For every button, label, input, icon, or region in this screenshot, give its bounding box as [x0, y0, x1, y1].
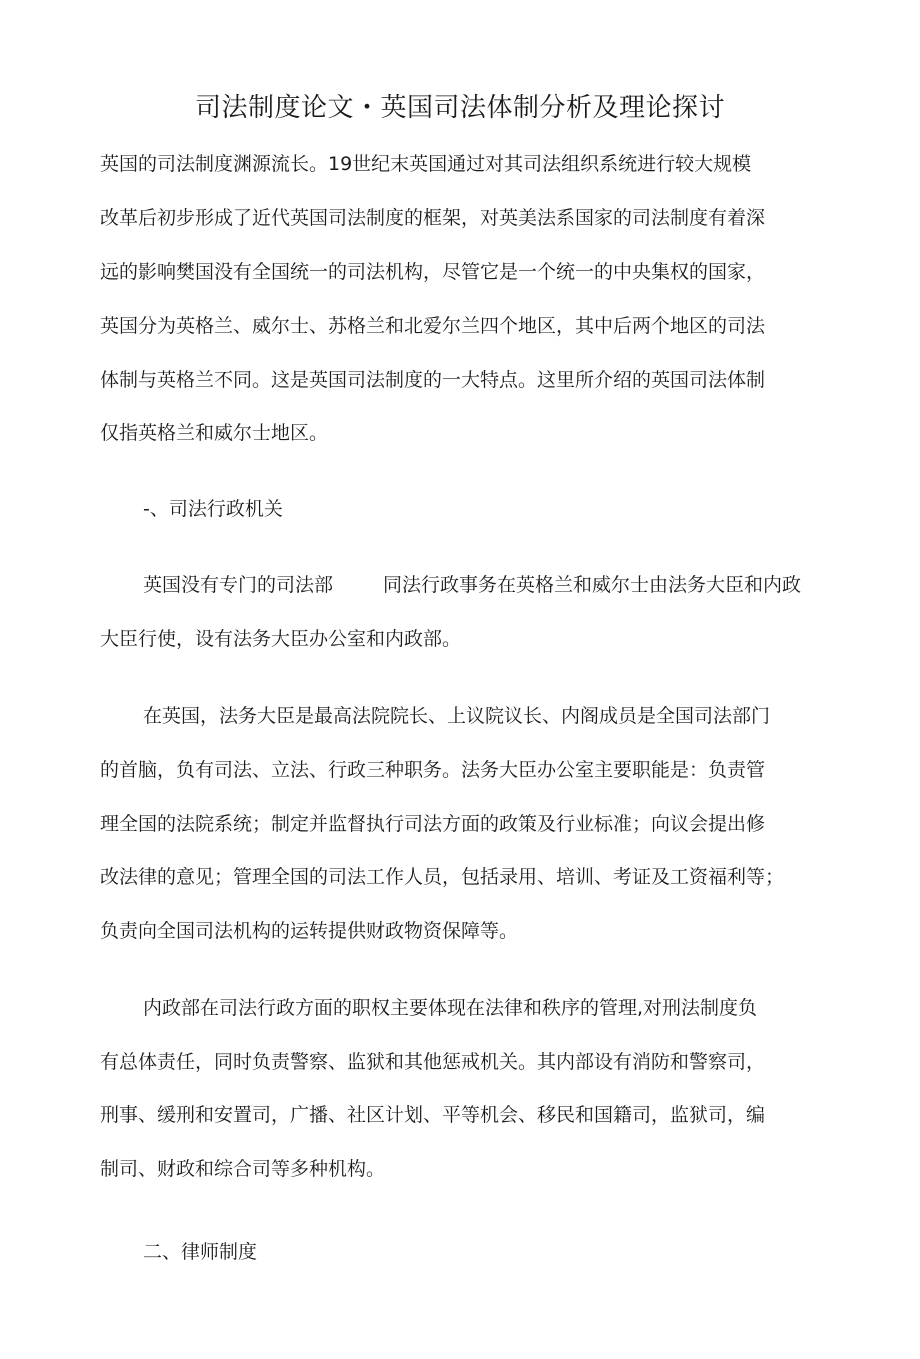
section1-para2-line-4: 改法律的意见；管理全国的司法工作人员，包括录用、培训、考证及工资福利等； — [100, 866, 785, 888]
intro-line-2: 改革后初步形成了近代英国司法制度的框架，对英美法系国家的司法制度有着深 — [100, 207, 766, 229]
section-heading-1: -、司法行政机关 — [143, 498, 283, 520]
section1-para2-line-1: 在英国，法务大臣是最高法院院长、上议院议长、内阁成员是全国司法部门 — [143, 705, 771, 727]
section1-para2-line-2: 的首脑，负有司法、立法、行政三种职务。法务大臣办公室主要职能是：负责管 — [100, 759, 766, 781]
section1-para3-line-3: 刑事、缓刑和安置司，广播、社区计划、平等机会、移民和国籍司，监狱司，编 — [100, 1104, 766, 1126]
section1-para2-line-3: 理全国的法院系统；制定并监督执行司法方面的政策及行业标准；向议会提出修 — [100, 813, 766, 835]
intro-line-6: 仅指英格兰和威尔士地区。 — [100, 422, 329, 444]
section1-para3-line-1: 内政部在司法行政方面的职权主要体现在法律和秩序的管理,对刑法制度负 — [143, 997, 758, 1019]
intro-line-4: 英国分为英格兰、威尔士、苏格兰和北爱尔兰四个地区，其中后两个地区的司法 — [100, 315, 766, 337]
section1-para2-line-5: 负责向全国司法机构的运转提供财政物资保障等。 — [100, 920, 519, 942]
intro-line-5: 体制与英格兰不同。这是英国司法制度的一大特点。这里所介绍的英国司法体制 — [100, 369, 766, 391]
section-heading-2: 二、律师制度 — [143, 1241, 258, 1263]
section1-para1-line-1 — [143, 570, 801, 600]
para1-part-2: 同法行政事务在英格兰和威尔士由法务大臣和内政 — [383, 574, 802, 596]
intro-line-3: 远的影响樊国没有全国统一的司法机构，尽管它是一个统一的中央集权的国家， — [100, 261, 766, 283]
para1-part-1: 英国没有专门的司法部 — [143, 574, 334, 596]
section1-para1-line-2: 大臣行使，设有法务大臣办公室和内政部。 — [100, 628, 462, 650]
intro-line-1: 英国的司法制度渊源流长。19世纪末英国通过对其司法组织系统进行较大规模 — [100, 153, 752, 175]
section1-para3-line-4: 制司、财政和综合司等多种机构。 — [100, 1158, 386, 1180]
document-title: 司法制度论文・英国司法体制分析及理论探讨 — [194, 93, 725, 123]
section1-para3-line-2: 有总体责任，同时负责警察、监狱和其他惩戒机关。其内部设有消防和警察司， — [100, 1051, 766, 1073]
